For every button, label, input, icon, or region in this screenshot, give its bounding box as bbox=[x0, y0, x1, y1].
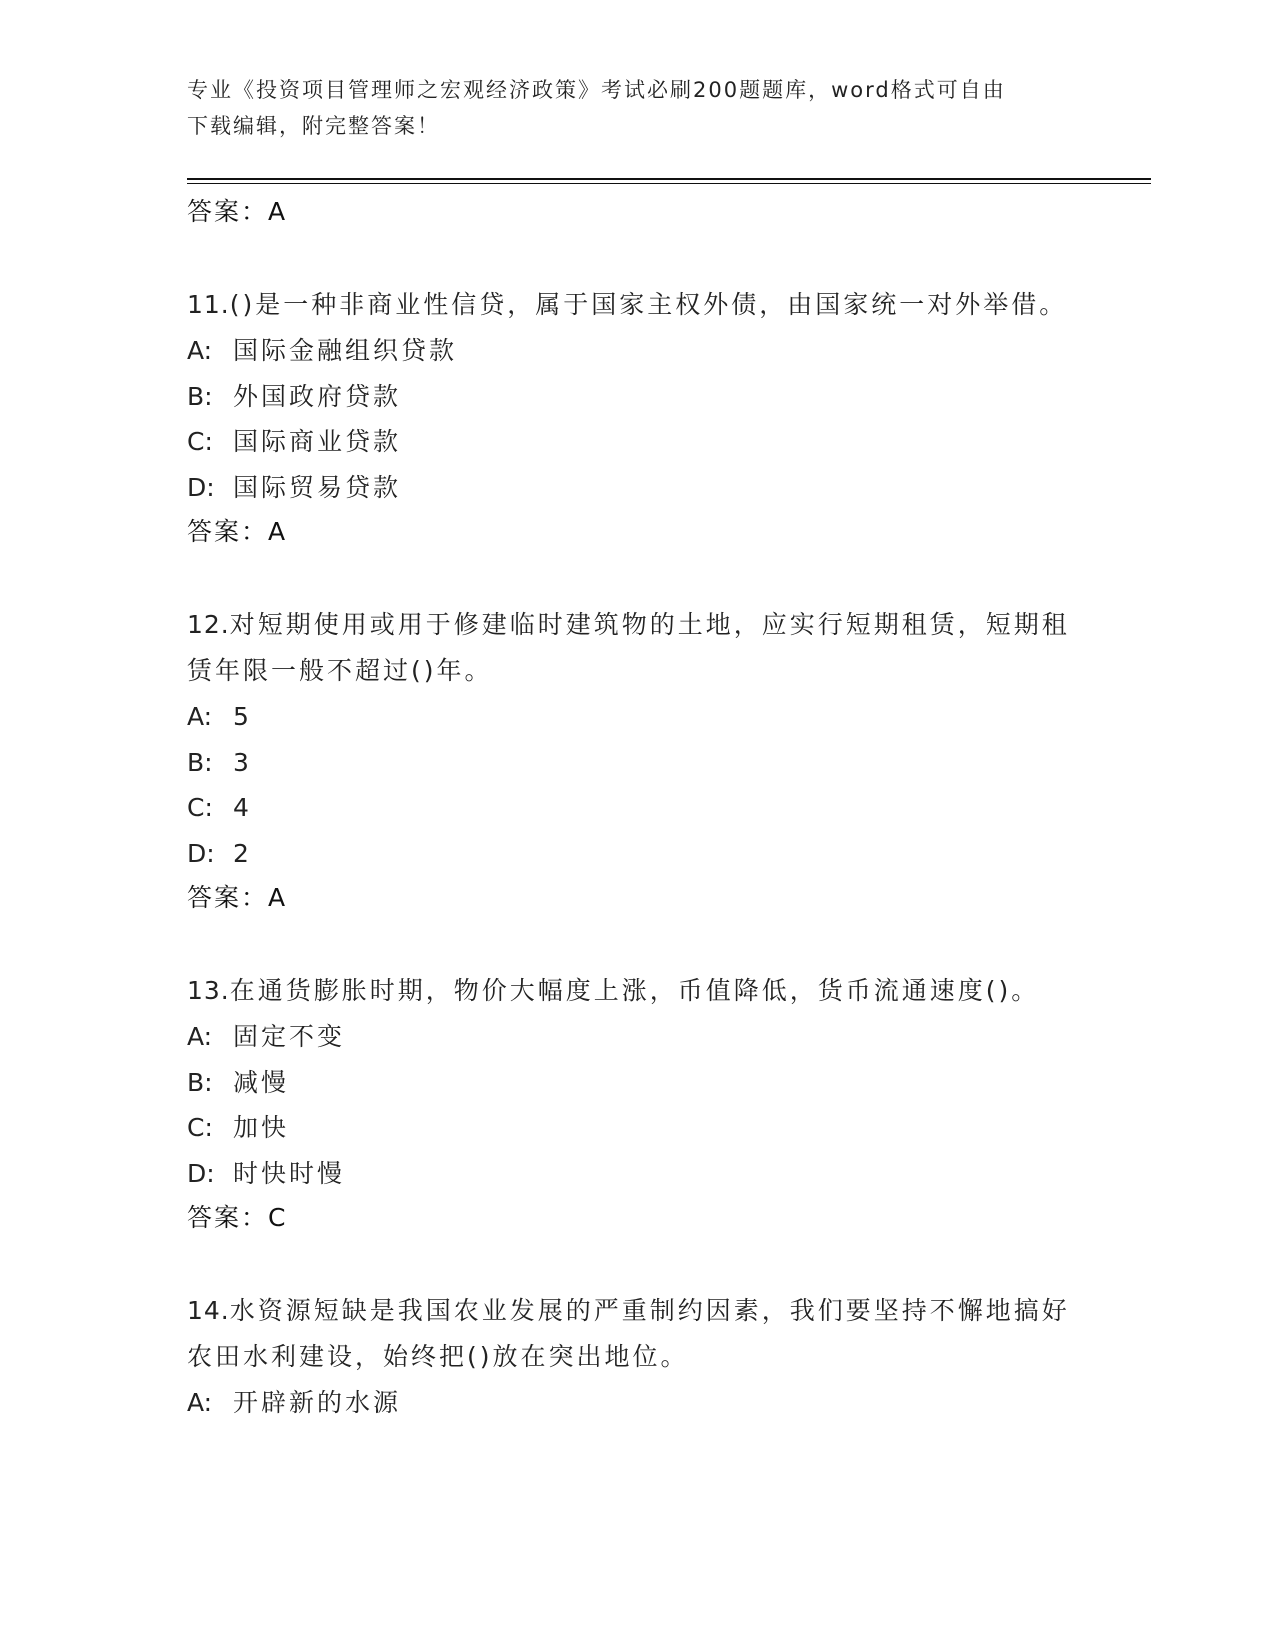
option-key: D: bbox=[187, 1158, 215, 1188]
option-c bbox=[187, 419, 1087, 465]
option-key: C: bbox=[187, 1113, 213, 1142]
option-text: 国际商业贷款 bbox=[233, 427, 402, 456]
option-text: 减慢 bbox=[233, 1067, 290, 1097]
question-number: 12. bbox=[187, 610, 230, 639]
option-key: A: bbox=[187, 1388, 213, 1417]
option-text: 固定不变 bbox=[233, 1022, 346, 1051]
option-b bbox=[187, 374, 1087, 420]
option-text: 5 bbox=[233, 702, 252, 731]
option-d bbox=[187, 831, 1087, 877]
answer-value: A bbox=[268, 883, 288, 912]
header-divider-thin bbox=[187, 183, 1151, 184]
option-text: 开辟新的水源 bbox=[233, 1388, 402, 1417]
option-key: C: bbox=[187, 427, 213, 456]
option-key: D: bbox=[187, 838, 215, 868]
option-a bbox=[187, 1014, 1087, 1060]
question-stem bbox=[187, 282, 1087, 328]
question-stem bbox=[187, 602, 1087, 694]
answer-label: 答案： bbox=[187, 197, 269, 226]
answer-line bbox=[187, 1196, 1087, 1240]
option-d bbox=[187, 465, 1087, 511]
question-content bbox=[187, 190, 1087, 1426]
header-divider-thick bbox=[187, 178, 1151, 180]
option-b bbox=[187, 1060, 1087, 1106]
answer-label: 答案： bbox=[187, 1203, 269, 1232]
answer-line bbox=[187, 510, 1087, 554]
header-line-1: 专业《投资项目管理师之宏观经济政策》考试必刷200题题库，word格式可自由 bbox=[187, 78, 1006, 102]
option-key: B: bbox=[187, 1067, 213, 1097]
question-stem bbox=[187, 1288, 1087, 1380]
option-a bbox=[187, 694, 1087, 740]
question-14 bbox=[187, 1288, 1087, 1426]
answer-value: C bbox=[268, 1203, 288, 1232]
page-header bbox=[187, 72, 1087, 144]
option-key: C: bbox=[187, 793, 213, 822]
option-text: 加快 bbox=[233, 1113, 290, 1142]
option-b bbox=[187, 740, 1087, 786]
answer-value: A bbox=[268, 197, 288, 226]
previous-answer bbox=[187, 190, 1087, 234]
option-key: A: bbox=[187, 702, 213, 731]
option-text: 2 bbox=[233, 838, 252, 868]
header-line-2: 下载编辑，附完整答案！ bbox=[187, 114, 440, 138]
option-key: A: bbox=[187, 336, 213, 365]
question-text: ()是一种非商业性信贷，属于国家主权外债，由国家统一对外举借。 bbox=[229, 290, 1068, 319]
answer-label: 答案： bbox=[187, 517, 269, 546]
option-key: A: bbox=[187, 1022, 213, 1051]
option-text: 国际金融组织贷款 bbox=[233, 336, 458, 365]
option-text: 4 bbox=[233, 793, 252, 822]
option-d bbox=[187, 1151, 1087, 1197]
answer-label: 答案： bbox=[187, 883, 269, 912]
question-13 bbox=[187, 968, 1087, 1240]
option-key: B: bbox=[187, 381, 213, 411]
option-text: 国际贸易贷款 bbox=[233, 472, 402, 502]
question-stem bbox=[187, 968, 1087, 1014]
answer-value: A bbox=[268, 517, 288, 546]
answer-line bbox=[187, 876, 1087, 920]
option-c bbox=[187, 785, 1087, 831]
question-number: 14. bbox=[187, 1296, 230, 1325]
question-11 bbox=[187, 282, 1087, 554]
question-text: 对短期使用或用于修建临时建筑物的土地，应实行短期租赁，短期租赁年限一般不超过()年。 bbox=[187, 610, 1070, 685]
question-number: 13. bbox=[187, 976, 230, 1005]
option-a bbox=[187, 328, 1087, 374]
question-number: 11. bbox=[187, 290, 230, 319]
option-text: 3 bbox=[233, 747, 252, 777]
option-text: 时快时慢 bbox=[233, 1158, 346, 1188]
question-text: 水资源短缺是我国农业发展的严重制约因素，我们要坚持不懈地搞好农田水利建设，始终把()放在突出地位。 bbox=[187, 1296, 1070, 1371]
option-c bbox=[187, 1105, 1087, 1151]
option-key: D: bbox=[187, 472, 215, 502]
option-text: 外国政府贷款 bbox=[233, 381, 402, 411]
question-12 bbox=[187, 602, 1087, 920]
option-key: B: bbox=[187, 747, 213, 777]
question-text: 在通货膨胀时期，物价大幅度上涨，币值降低，货币流通速度()。 bbox=[229, 976, 1040, 1005]
option-a bbox=[187, 1380, 1087, 1426]
